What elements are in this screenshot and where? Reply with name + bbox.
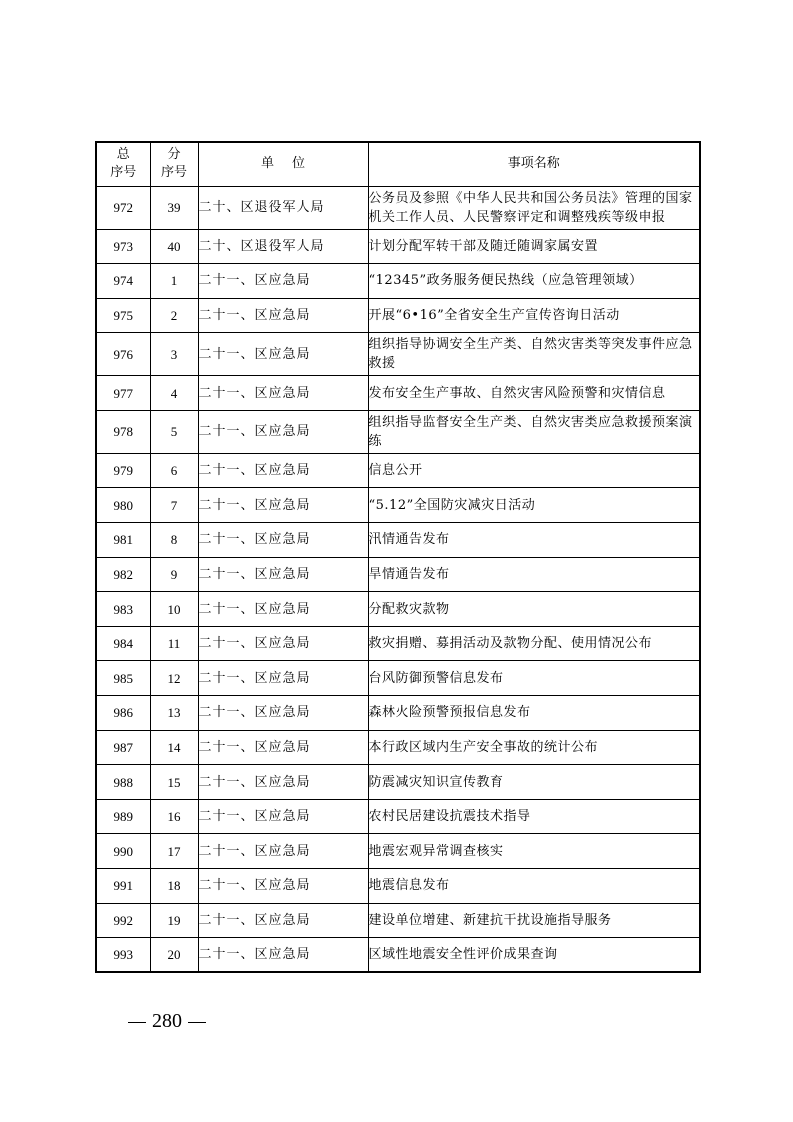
header-total-no [96,142,150,186]
cell-total-no: 980 [96,488,150,523]
cell-total-no: 975 [96,298,150,333]
cell-unit: 二十一、区应急局 [198,730,368,765]
cell-sub-no: 10 [150,592,198,627]
cell-item-name: 区域性地震安全性评价成果查询 [368,938,700,973]
cell-sub-no: 12 [150,661,198,696]
cell-unit: 二十一、区应急局 [198,333,368,376]
cell-total-no: 982 [96,557,150,592]
header-item-name: 事项名称 [368,142,700,186]
page-number-value: 280 [152,1010,182,1032]
cell-unit: 二十一、区应急局 [198,523,368,558]
cell-unit: 二十一、区应急局 [198,453,368,488]
cell-total-no: 988 [96,765,150,800]
table-row [96,523,700,558]
cell-item-name: 发布安全生产事故、自然灾害风险预警和灾情信息 [368,376,700,411]
cell-item-name: 本行政区域内生产安全事故的统计公布 [368,730,700,765]
table-header-row [96,142,700,186]
cell-item-name: 旱情通告发布 [368,557,700,592]
cell-total-no: 983 [96,592,150,627]
cell-total-no: 987 [96,730,150,765]
cell-total-no: 993 [96,938,150,973]
cell-unit: 二十一、区应急局 [198,661,368,696]
cell-unit: 二十一、区应急局 [198,592,368,627]
cell-sub-no: 8 [150,523,198,558]
cell-unit: 二十一、区应急局 [198,376,368,411]
cell-item-name: 分配救灾款物 [368,592,700,627]
cell-total-no: 973 [96,229,150,264]
cell-unit: 二十、区退役军人局 [198,229,368,264]
cell-sub-no: 11 [150,626,198,661]
table-row [96,799,700,834]
table-row [96,453,700,488]
cell-unit: 二十、区退役军人局 [198,186,368,229]
cell-unit: 二十一、区应急局 [198,264,368,299]
cell-unit: 二十一、区应急局 [198,938,368,973]
cell-sub-no: 40 [150,229,198,264]
cell-unit: 二十一、区应急局 [198,799,368,834]
cell-total-no: 981 [96,523,150,558]
table-row [96,765,700,800]
cell-item-name: 计划分配军转干部及随迁随调家属安置 [368,229,700,264]
cell-unit: 二十一、区应急局 [198,298,368,333]
cell-sub-no: 19 [150,903,198,938]
cell-item-name: “5.12”全国防灾减灾日活动 [368,488,700,523]
cell-item-name: 信息公开 [368,453,700,488]
header-sub-no-line2: 序号 [160,165,187,181]
cell-item-name: 救灾捐赠、募捐活动及款物分配、使用情况公布 [368,626,700,661]
cell-total-no: 976 [96,333,150,376]
cell-total-no: 979 [96,453,150,488]
cell-item-name: 森林火险预警预报信息发布 [368,696,700,731]
cell-unit: 二十一、区应急局 [198,557,368,592]
cell-total-no: 974 [96,264,150,299]
table-row [96,592,700,627]
cell-item-name: 农村民居建设抗震技术指导 [368,799,700,834]
table-row [96,903,700,938]
table-row [96,730,700,765]
cell-total-no: 984 [96,626,150,661]
cell-sub-no: 1 [150,264,198,299]
cell-sub-no: 7 [150,488,198,523]
cell-sub-no: 5 [150,410,198,453]
cell-total-no: 978 [96,410,150,453]
cell-sub-no: 9 [150,557,198,592]
table-row [96,376,700,411]
table-row [96,696,700,731]
cell-total-no: 977 [96,376,150,411]
table-row [96,869,700,904]
cell-item-name: 台风防御预警信息发布 [368,661,700,696]
cell-sub-no: 20 [150,938,198,973]
cell-item-name: 地震宏观异常调查核实 [368,834,700,869]
table-row [96,488,700,523]
table-row [96,661,700,696]
cell-item-name: 组织指导监督安全生产类、自然灾害类应急救援预案演练 [368,410,700,453]
cell-unit: 二十一、区应急局 [198,834,368,869]
cell-sub-no: 39 [150,186,198,229]
page-number [122,1010,212,1033]
cell-unit: 二十一、区应急局 [198,696,368,731]
cell-unit: 二十一、区应急局 [198,626,368,661]
table-row [96,186,700,229]
cell-item-name: 开展“6•16”全省安全生产宣传咨询日活动 [368,298,700,333]
cell-item-name: 公务员及参照《中华人民共和国公务员法》管理的国家机关工作人员、人民警察评定和调整残疾等级申报 [368,186,700,229]
cell-sub-no: 2 [150,298,198,333]
table-row [96,834,700,869]
cell-sub-no: 14 [150,730,198,765]
cell-total-no: 972 [96,186,150,229]
table-row [96,938,700,973]
cell-total-no: 990 [96,834,150,869]
cell-item-name: 防震减灾知识宣传教育 [368,765,700,800]
cell-sub-no: 13 [150,696,198,731]
table-row [96,298,700,333]
cell-total-no: 989 [96,799,150,834]
cell-sub-no: 4 [150,376,198,411]
table-row [96,333,700,376]
cell-total-no: 991 [96,869,150,904]
cell-item-name: 地震信息发布 [368,869,700,904]
header-sub-no-line1: 分 [167,147,181,163]
cell-unit: 二十一、区应急局 [198,410,368,453]
cell-sub-no: 15 [150,765,198,800]
cell-unit: 二十一、区应急局 [198,903,368,938]
page-number-dash-left [128,1022,146,1023]
cell-sub-no: 16 [150,799,198,834]
header-sub-no [150,142,198,186]
cell-unit: 二十一、区应急局 [198,488,368,523]
cell-sub-no: 17 [150,834,198,869]
header-total-no-line2: 序号 [110,165,137,181]
cell-total-no: 986 [96,696,150,731]
header-total-no-line1: 总 [116,147,130,163]
cell-total-no: 992 [96,903,150,938]
table-row [96,557,700,592]
cell-sub-no: 6 [150,453,198,488]
page-number-dash-right [188,1022,206,1023]
cell-total-no: 985 [96,661,150,696]
table-row [96,264,700,299]
table-row [96,626,700,661]
cell-unit: 二十一、区应急局 [198,765,368,800]
cell-item-name: 建设单位增建、新建抗干扰设施指导服务 [368,903,700,938]
matters-table [95,141,701,973]
table-row [96,229,700,264]
cell-sub-no: 18 [150,869,198,904]
table-row [96,410,700,453]
cell-item-name: 组织指导协调安全生产类、自然灾害类等突发事件应急救援 [368,333,700,376]
cell-item-name: “12345”政务服务便民热线（应急管理领域） [368,264,700,299]
cell-sub-no: 3 [150,333,198,376]
cell-item-name: 汛情通告发布 [368,523,700,558]
table-body [96,186,700,972]
cell-unit: 二十一、区应急局 [198,869,368,904]
header-unit: 单位 [198,142,368,186]
